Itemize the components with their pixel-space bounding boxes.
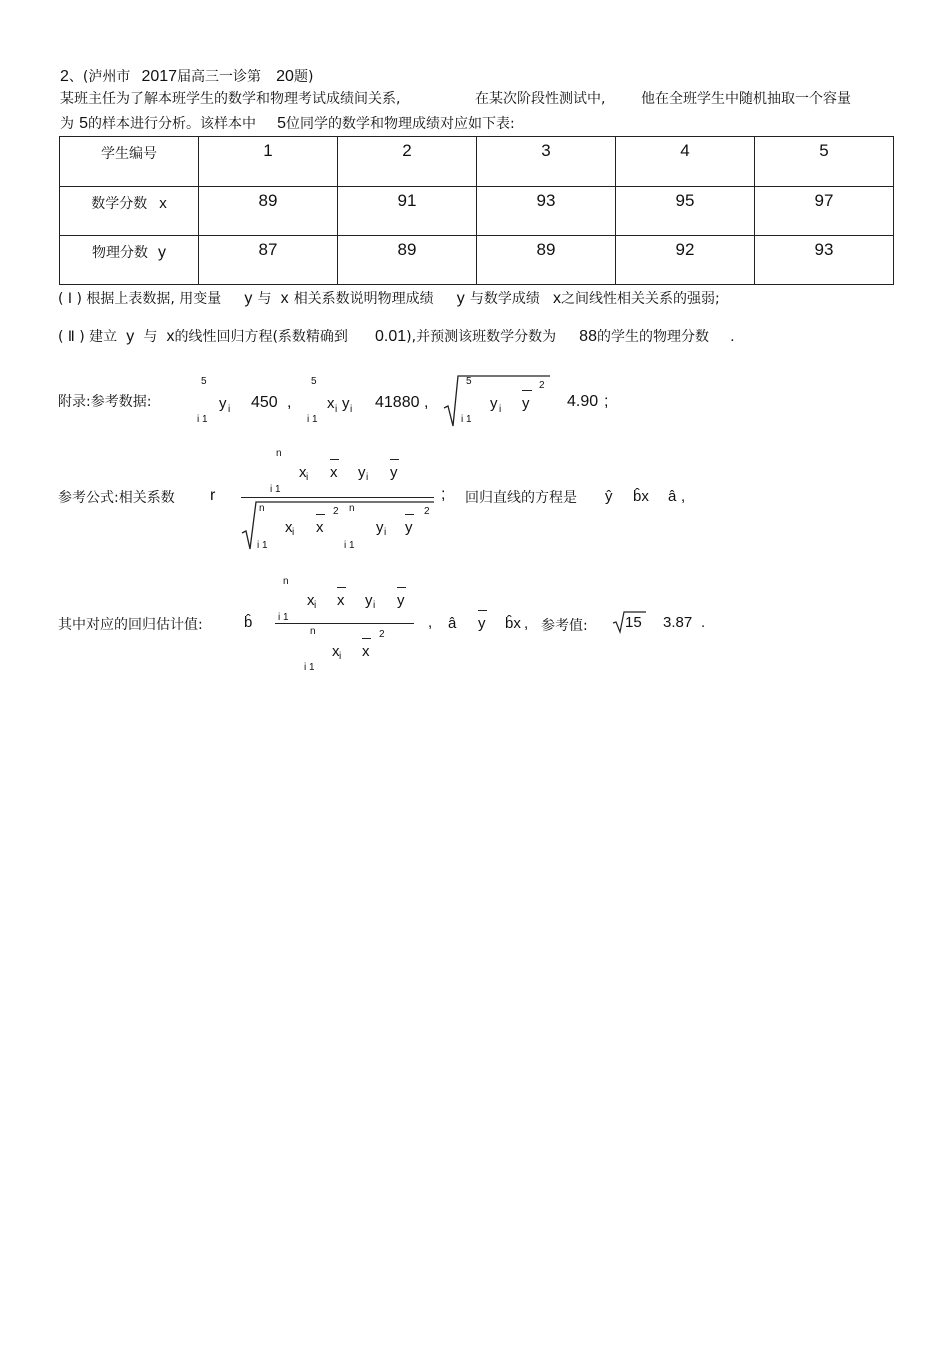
estimate-label: 其中对应的回归估计值:: [58, 617, 203, 633]
score-table: [59, 136, 894, 285]
sum-y-value: 450: [251, 394, 278, 411]
intro-line-1: 某班主任为了解本班学生的数学和物理考试成绩间关系,: [60, 91, 401, 107]
ybar-overline: [522, 390, 532, 391]
row-label-student-id: 学生编号: [60, 137, 199, 187]
problem-number: 2: [60, 68, 69, 85]
table-row: 物理分数 y 87 89 89 92 93: [60, 236, 894, 285]
table-row: 学生编号 1 2 3 4 5: [60, 137, 894, 187]
fraction-bar: [275, 623, 414, 624]
sqrt-15-value: 3.87: [663, 614, 693, 631]
problem-header: 2、(泸州市 2017届高三一诊第 20题): [60, 68, 314, 85]
regression-label: 回归直线的方程是: [465, 490, 577, 506]
r-symbol: r: [210, 487, 216, 504]
part-2-question: ( Ⅱ ) 建立 y 与 x的线性回归方程(系数精确到 0.01),并预测该班数学分数为 88的学生的物理分数 .: [58, 328, 735, 345]
part-1-question: ( Ⅰ ) 根据上表数据, 用变量 y 与 x 相关系数说明物理成绩 y 与数学成绩 x之间线性相关关系的强弱;: [58, 290, 720, 307]
table-row: 数学分数 x 89 91 93 95 97: [60, 187, 894, 236]
intro-line-1c: 他在全班学生中随机抽取一个容量: [641, 91, 851, 107]
intro-line-2: 为 5的样本进行分析。该样本中 5位同学的数学和物理成绩对应如下表:: [60, 115, 515, 132]
formula-label: 参考公式:相关系数: [58, 490, 175, 506]
fraction-bar: [241, 497, 434, 498]
intro-line-1b: 在某次阶段性测试中,: [475, 91, 606, 107]
sqrt-sum-value: 4.90: [567, 393, 599, 410]
reference-value-label: 参考值:: [541, 618, 588, 634]
appendix-label: 附录:参考数据:: [58, 394, 152, 410]
sum-xy-value: 41880: [375, 394, 420, 411]
row-label-physics: 物理分数 y: [60, 236, 199, 285]
row-label-math: 数学分数 x: [60, 187, 199, 236]
